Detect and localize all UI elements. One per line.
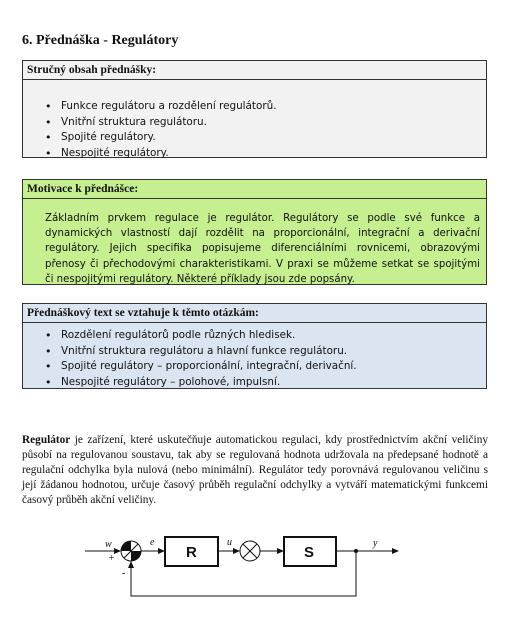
block-diagram bbox=[0, 520, 508, 618]
questions-header: Přednáškový text se vztahuje k těmto otázkám: bbox=[23, 304, 486, 323]
regulator-block-label: R bbox=[186, 544, 197, 561]
motivation-header: Motivace k přednášce: bbox=[23, 180, 486, 199]
motivation-text: Základním prvkem regulace je regulátor. Regulátory se podle své funkce a dynamických vlastností dají rozdělit na proporcionální, integrační a derivační regulátory. Jejich specifika popisujeme diferenciálními rovnicemi, obrazovými přenosy či přechodovými charakteristikami. V praxi se můžeme setkat se spojitými či nespojitými regulátory. Některé příklady jsou zde popsány. bbox=[45, 213, 480, 285]
system-block-label: S bbox=[304, 544, 315, 561]
list-item: • Rozdělení regulátorů podle různých hledisek. bbox=[61, 328, 486, 344]
list-item: • Spojité regulátory – proporcionální, integrační, derivační. bbox=[61, 359, 486, 375]
regulator-paragraph bbox=[22, 433, 488, 508]
summing-junction bbox=[121, 541, 141, 561]
motivation-box bbox=[22, 179, 487, 285]
list-item: • Funkce regulátoru a rozdělení regulátorů. bbox=[61, 99, 486, 115]
list-item: • Vnitřní struktura regulátoru. bbox=[61, 115, 486, 131]
plus-sign: + bbox=[108, 553, 115, 564]
disturbance-junction bbox=[240, 541, 260, 561]
questions-list bbox=[23, 323, 486, 390]
list-item: • Nespojité regulátory. bbox=[61, 146, 486, 162]
minus-sign: - bbox=[122, 568, 126, 579]
list-item: • Spojité regulátory. bbox=[61, 130, 486, 146]
summary-box bbox=[22, 60, 487, 158]
input-label: w bbox=[105, 539, 112, 550]
paragraph-bold-lead: Regulátor bbox=[22, 434, 71, 446]
paragraph-text: je zařízení, které uskutečňuje automatickou regulaci, kdy prostřednictvím akční veličiny působí na regulovanou soustavu, tak aby se regulovaná hodnota udržovala na předepsané hodnotě a regulační odchylka byla nulová (nebo minimální). Regulátor tedy porovnává regulovanou veličinu s její žádanou hodnotou, určuje časový průběh regulační odchylky a vytváří matematickými funkcemi časový průběh akční veličiny. bbox=[22, 434, 488, 506]
list-item: • Nespojité regulátory – polohové, impulsní. bbox=[61, 375, 486, 391]
questions-box bbox=[22, 303, 487, 389]
page-title: 6. Přednáška - Regulátory bbox=[22, 33, 179, 48]
control-label: u bbox=[227, 537, 232, 548]
list-item: • Vnitřní struktura regulátoru a hlavní funkce regulátoru. bbox=[61, 344, 486, 360]
summary-list bbox=[23, 80, 486, 161]
error-label: e bbox=[150, 537, 155, 548]
summary-header: Stručný obsah přednášky: bbox=[23, 61, 486, 80]
output-label: y bbox=[373, 538, 378, 549]
